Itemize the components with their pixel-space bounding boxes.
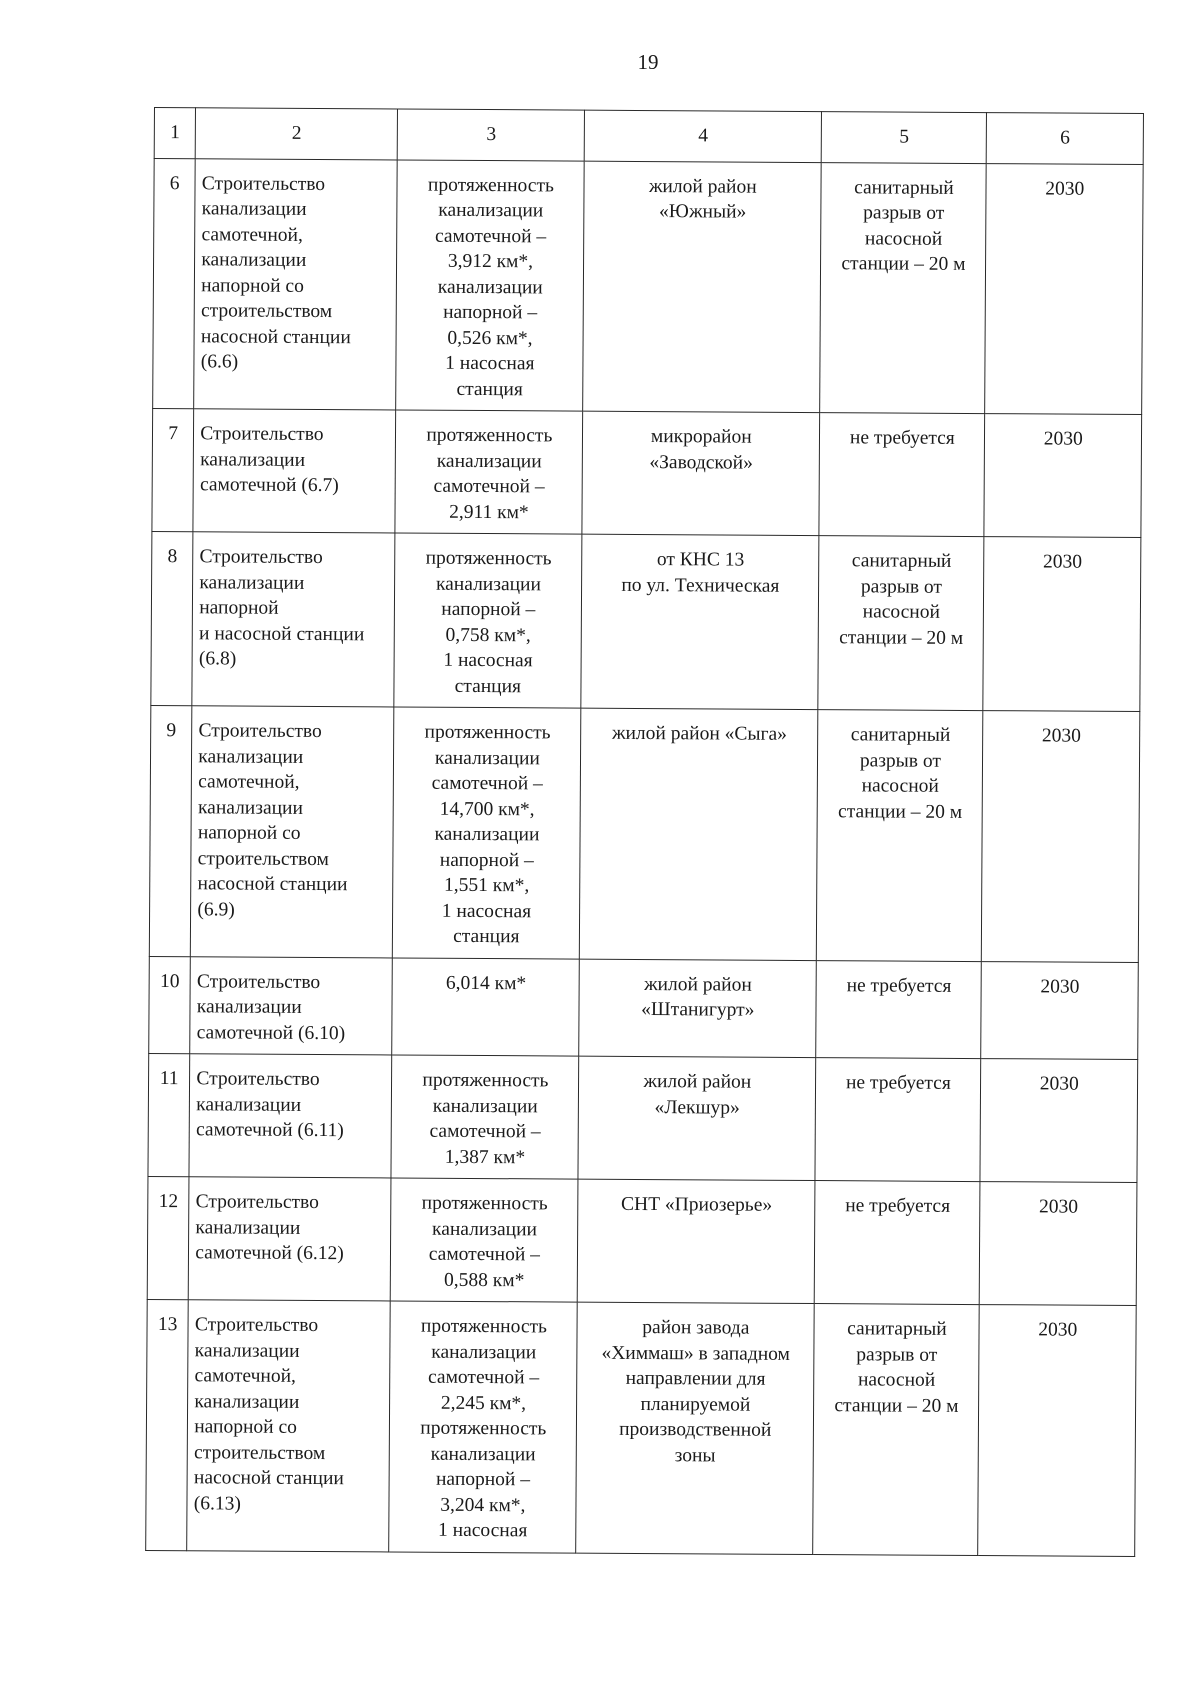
column-header: 2 <box>195 108 397 160</box>
measure-name: Строительство канализации самотечной, канализации напорной со строительством насосной станции (6.13) <box>187 1300 391 1552</box>
completion-year: 2030 <box>982 711 1140 962</box>
column-header: 4 <box>585 110 822 162</box>
measure-parameters: протяженность канализации самотечной – 14,700 км*, канализации напорной – 1,551 км*, 1 насосная станция <box>393 707 581 959</box>
row-number: 11 <box>148 1053 190 1176</box>
column-header: 5 <box>821 112 986 164</box>
row-number: 12 <box>147 1176 189 1299</box>
measure-location: СНТ «Приозерье» <box>578 1179 816 1303</box>
row-number: 10 <box>149 956 191 1054</box>
sanitary-zone: санитарный разрыв от насосной станции – 20 м <box>818 536 984 711</box>
measure-location: район завода «Химмаш» в западном направлении для планируемой производственной зоны <box>576 1302 814 1554</box>
measure-name: Строительство канализации напорной и насосной станции (6.8) <box>192 532 395 707</box>
measure-name: Строительство канализации самотечной, канализации напорной со строительством насосной станции (6.6) <box>194 158 398 410</box>
row-number: 13 <box>146 1299 189 1550</box>
table-row <box>151 531 1141 711</box>
measure-parameters: протяженность канализации самотечной – 1,387 км* <box>391 1055 579 1179</box>
measure-name: Строительство канализации самотечной (6.10) <box>190 956 393 1055</box>
sanitary-zone: санитарный разрыв от насосной станции – 20 м <box>820 162 987 414</box>
completion-year: 2030 <box>981 961 1138 1059</box>
measure-location: жилой район «Лекшур» <box>578 1056 816 1180</box>
measure-parameters: протяженность канализации напорной – 0,758 км*, 1 насосная станция <box>394 533 582 708</box>
column-header: 1 <box>154 108 196 159</box>
table-row <box>149 956 1139 1060</box>
column-header: 6 <box>987 113 1144 164</box>
table-row <box>146 1299 1137 1556</box>
completion-year: 2030 <box>978 1305 1136 1556</box>
table-header-row <box>154 108 1143 165</box>
row-number: 9 <box>149 705 192 956</box>
table-row <box>149 705 1140 962</box>
row-number: 6 <box>153 158 196 409</box>
sanitary-zone: санитарный разрыв от насосной станции – 20 м <box>817 710 984 962</box>
measure-location: микрорайон «Заводской» <box>582 411 820 535</box>
sanitary-zone: санитарный разрыв от насосной станции – 20 м <box>813 1304 980 1556</box>
page-number: 19 <box>637 50 659 74</box>
measure-location: жилой район «Штанигурт» <box>579 959 817 1058</box>
measure-location: жилой район «Сыга» <box>580 708 818 960</box>
measure-parameters: 6,014 км* <box>392 957 580 1056</box>
measure-parameters: протяженность канализации самотечной – 2,245 км*, протяженность канализации напорной – 3,204 км*, 1 насосная <box>389 1301 577 1553</box>
completion-year: 2030 <box>983 537 1141 712</box>
measure-parameters: протяженность канализации самотечной – 0,588 км* <box>391 1178 579 1302</box>
sanitary-zone: не требуется <box>814 1181 980 1305</box>
completion-year: 2030 <box>980 1182 1137 1306</box>
completion-year: 2030 <box>980 1059 1137 1183</box>
measure-parameters: протяженность канализации самотечной – 2,911 км* <box>395 410 583 534</box>
column-header: 3 <box>398 109 585 161</box>
sewer-construction-table <box>145 107 1144 1557</box>
table-row <box>152 408 1142 537</box>
sanitary-zone: не требуется <box>815 1058 981 1182</box>
row-number: 8 <box>151 531 193 705</box>
measure-location: жилой район «Южный» <box>583 161 821 413</box>
measure-location: от КНС 13 по ул. Техническая <box>581 534 819 709</box>
measure-name: Строительство канализации самотечной, канализации напорной со строительством насосной станции (6.9) <box>191 706 395 958</box>
measure-parameters: протяженность канализации самотечной – 3,912 км*, канализации напорной – 0,526 км*, 1 насосная станция <box>396 159 584 411</box>
sanitary-zone: не требуется <box>816 960 982 1059</box>
completion-year: 2030 <box>984 414 1141 538</box>
measure-name: Строительство канализации самотечной (6.12) <box>189 1177 392 1301</box>
completion-year: 2030 <box>985 163 1143 414</box>
row-number: 7 <box>152 408 194 531</box>
sanitary-zone: не требуется <box>819 413 985 537</box>
table-body <box>146 158 1143 1556</box>
table-row <box>148 1053 1138 1182</box>
table-row <box>153 158 1144 415</box>
table-row <box>147 1176 1137 1305</box>
measure-name: Строительство канализации самотечной (6.7) <box>193 409 396 533</box>
measure-name: Строительство канализации самотечной (6.11) <box>189 1054 392 1178</box>
